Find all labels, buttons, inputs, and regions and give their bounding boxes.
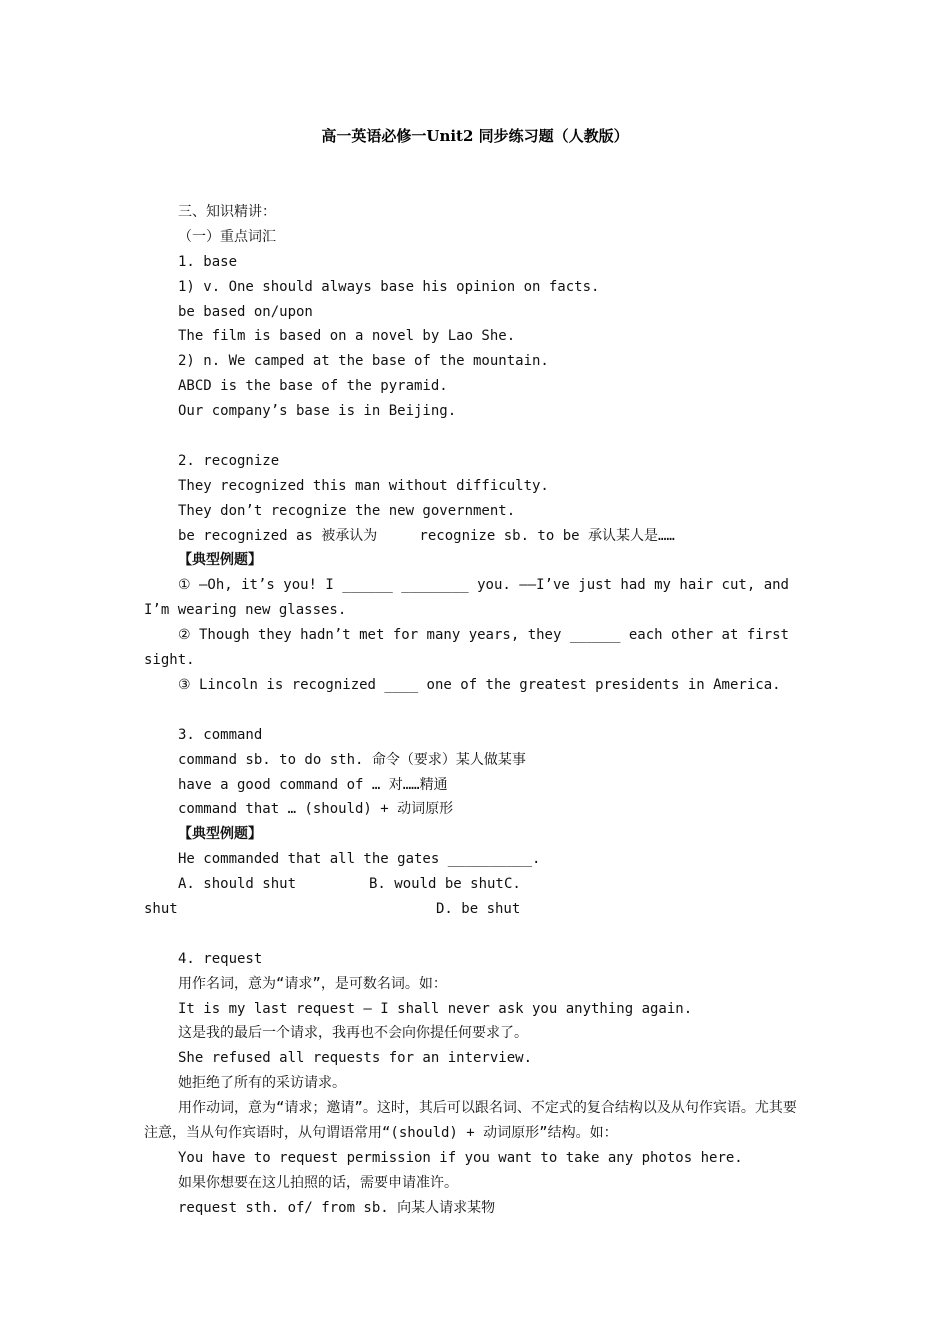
text-line: They recognized this man without difficulty.: [178, 477, 549, 494]
example-question: He commanded that all the gates __________.: [178, 851, 541, 868]
document-title: 高一英语必修一Unit2 同步练习题（人教版）: [321, 127, 629, 145]
example-question-1: ① —Oh, it’s you! I ______ ________ you. ——I’ve just had my hair cut, and I’m wearing new glasses.: [144, 577, 789, 619]
text-line: 如果你想要在这儿拍照的话，需要申请准许。: [178, 1174, 458, 1191]
option-c-text: shut: [144, 901, 178, 917]
text-line: 她拒绝了所有的采访请求。: [178, 1075, 346, 1092]
text-line: 用作名词，意为“请求”，是可数名词。如：: [178, 975, 447, 992]
text-line: be recognized as 被承认为 recognize sb. to be 承认某人是……: [178, 527, 675, 544]
examples-label: 【典型例题】: [178, 826, 262, 843]
spacer: [144, 922, 808, 947]
subsection-heading: （一）重点词汇: [178, 228, 276, 245]
examples-label: 【典型例题】: [178, 552, 262, 569]
option-d: D. be shut: [436, 901, 521, 917]
text-line: command sb. to do sth. 命令（要求）某人做某事: [178, 751, 526, 768]
paragraph: 用作动词，意为“请求；邀请”。这时，其后可以跟名词、不定式的复合结构以及从句作宾语。尤其要注意，当从句作宾语时，从句谓语常用“(should) + 动词原形”结构。如：: [144, 1100, 797, 1142]
spacer: [144, 698, 808, 723]
text-line: have a good command of … 对……精通: [178, 776, 448, 793]
text-line: She refused all requests for an interview.: [178, 1050, 533, 1067]
answer-options-row-2: [144, 897, 808, 922]
text-line: You have to request permission if you want to take any photos here.: [178, 1149, 743, 1166]
text-line: They don’t recognize the new government.: [178, 502, 516, 519]
text-line: 2) n. We camped at the base of the mountain.: [178, 353, 549, 370]
text-line: The film is based on a novel by Lao She.: [178, 328, 516, 345]
answer-options-row-1: [144, 872, 808, 897]
option-b: B. would be shut: [369, 876, 504, 893]
text-line: be based on/upon: [178, 303, 313, 320]
vocab-heading-recognize: 2. recognize: [178, 452, 280, 469]
text-line: 这是我的最后一个请求，我再也不会向你提任何要求了。: [178, 1025, 528, 1042]
example-question-3: ③ Lincoln is recognized ____ one of the greatest presidents in America.: [178, 676, 781, 693]
spacer: [144, 424, 808, 449]
text-line: It is my last request — I shall never ask you anything again.: [178, 1000, 693, 1017]
text-line: request sth. of/ from sb. 向某人请求某物: [178, 1199, 496, 1216]
example-question-2: ② Though they hadn’t met for many years, they ______ each other at first sight.: [144, 627, 789, 669]
document-body: [144, 200, 808, 1221]
option-c-letter: C.: [504, 876, 521, 893]
vocab-heading-command: 3. command: [178, 726, 263, 743]
section-heading: 三、知识精讲：: [178, 204, 276, 220]
text-line: ABCD is the base of the pyramid.: [178, 378, 448, 395]
text-line: Our company’s base is in Beijing.: [178, 403, 457, 420]
text-line: command that … (should) + 动词原形: [178, 801, 454, 818]
option-a: A. should shut: [178, 876, 297, 893]
text-line: 1) v. One should always base his opinion on facts.: [178, 278, 600, 295]
vocab-heading-request: 4. request: [178, 950, 263, 967]
vocab-heading-base: 1. base: [178, 253, 238, 270]
